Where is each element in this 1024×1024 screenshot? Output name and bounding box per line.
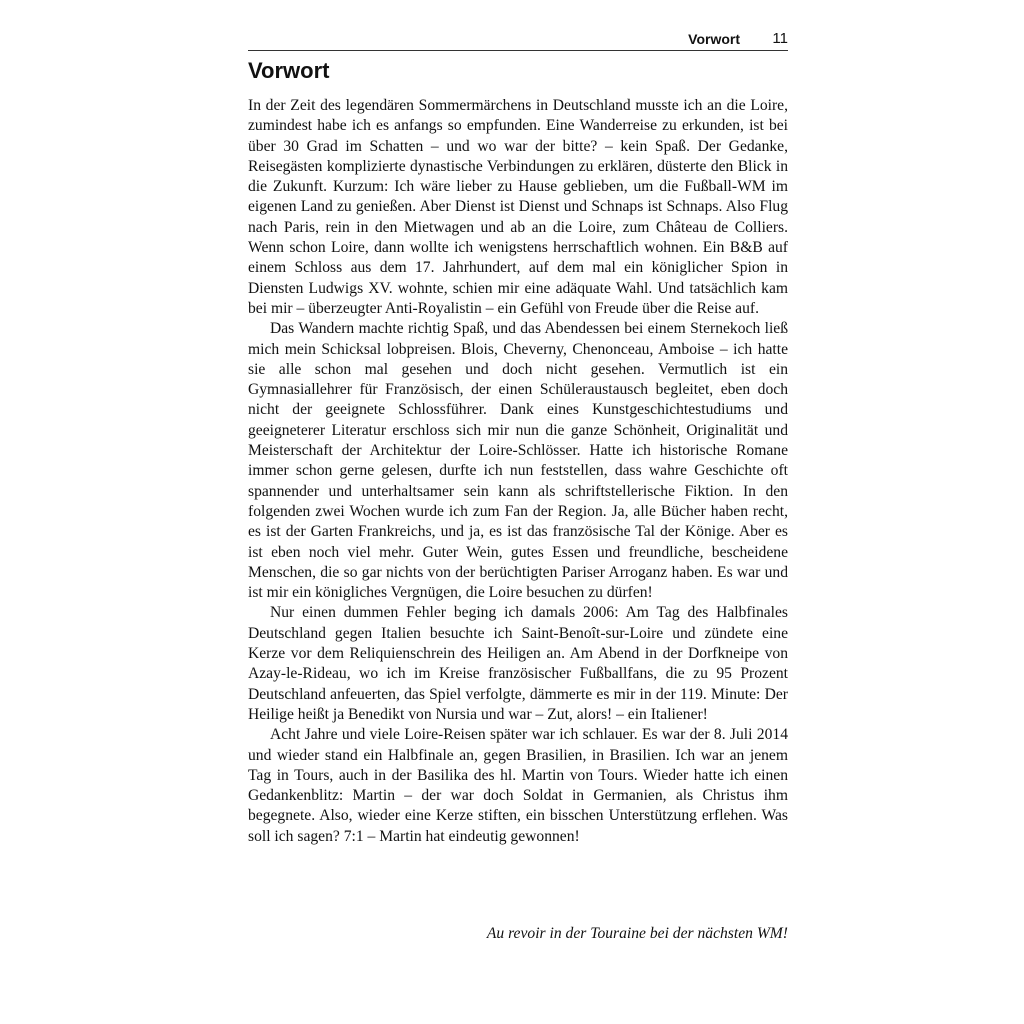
closing-line: Au revoir in der Touraine bei der nächsten WM! (486, 925, 788, 942)
body-text (248, 96, 788, 847)
chapter-title: Vorwort (248, 58, 330, 83)
page-number: 11 (772, 30, 788, 47)
paragraph-2: Das Wandern machte richtig Spaß, und das Abendessen bei einem Sternekoch ließ mich mein Schicksal lobpreisen. Blois, Cheverny, Chenonceau, Amboise – ich hatte sie alle schon mal gesehen und doch nicht gesehen. Vermutlich ist ein Gymnasiallehrer für Französisch, der einen Schüleraustausch begleitet, eben doch nicht der geeignete Schlossführer. Dank eines Kunstgeschichtestudiums und geeigneterer Literatur erschloss sich mir nun die ganze Schönheit, Originalität und Meisterschaft der Architektur der Loire-Schlösser. Hatte ich historische Romane immer schon gerne gelesen, durfte ich nun feststellen, dass wahre Geschichte oft spannender und unterhaltsamer sein kann als schriftstellerische Fiktion. In den folgenden zwei Wochen wurde ich zum Fan der Region. Ja, alle Bücher haben recht, es ist der Garten Frankreichs, und ja, es ist das französische Tal der Könige. Aber es ist eben noch viel mehr. Guter Wein, gutes Essen und freundliche, bescheidene Menschen, die so gar nichts von der berüchtigten Pariser Arroganz haben. Es war und ist mir ein königliches Vergnügen, die Loire besuchen zu dürfen! (248, 320, 788, 602)
paragraph-1: In der Zeit des legendären Sommermärchens in Deutschland musste ich an die Loire, zumindest habe ich es anfangs so empfunden. Eine Wanderreise zu erkunden, ist bei über 30 Grad im Schatten – und wo war der bitte? – kein Spaß. Der Gedanke, Reisegästen komplizierte dynastische Verbindungen zu erklären, düsterte den Blick in die Zukunft. Kurzum: Ich wäre lieber zu Hause geblieben, um die Fußball-WM im eigenen Land zu genießen. Aber Dienst ist Dienst und Schnaps ist Schnaps. Also Flug nach Paris, rein in den Mietwagen und ab an die Loire, zum Château de Colliers. Wenn schon Loire, dann wollte ich wenigstens herrschaftlich wohnen. Ein B&B auf einem Schloss aus dem 17. Jahrhundert, auf dem mal ein königlicher Spion in Diensten Ludwigs XV. wohnte, schien mir eine adäquate Wahl. Und tatsächlich kam bei mir – überzeugter Anti-Royalistin – ein Gefühl von Freude über die Reise auf. (248, 97, 788, 317)
running-head (248, 28, 788, 51)
running-head-title: Vorwort (688, 31, 740, 47)
paragraph-4: Acht Jahre und viele Loire-Reisen später war ich schlauer. Es war der 8. Juli 2014 und wieder stand ein Halbfinale an, gegen Brasilien, in Brasilien. Ich war an jenem Tag in Tours, auch in der Basilika des hl. Martin von Tours. Wieder hatte ich einen Gedankenblitz: Martin – der war doch Soldat in Germanien, als Christus ihm begegnete. Also, wieder eine Kerze stiften, ein bisschen Unterstützung erflehen. Was soll ich sagen? 7:1 – Martin hat eindeutig gewonnen! (248, 726, 788, 845)
paragraph-3: Nur einen dummen Fehler beging ich damals 2006: Am Tag des Halbfinales Deutschland gegen Italien besuchte ich Saint-Benoît-sur-Loire und zündete eine Kerze vor dem Reliquienschrein des Heiligen an. Am Abend in der Dorfkneipe von Azay-le-Rideau, wo ich im Kreise französischer Fußballfans, die zu 95 Prozent Deutschland anfeuerten, das Spiel verfolgte, dämmerte es mir in der 119. Minute: Der Heilige heißt ja Benedikt von Nursia und war – Zut, alors! – ein Italiener! (248, 604, 788, 723)
